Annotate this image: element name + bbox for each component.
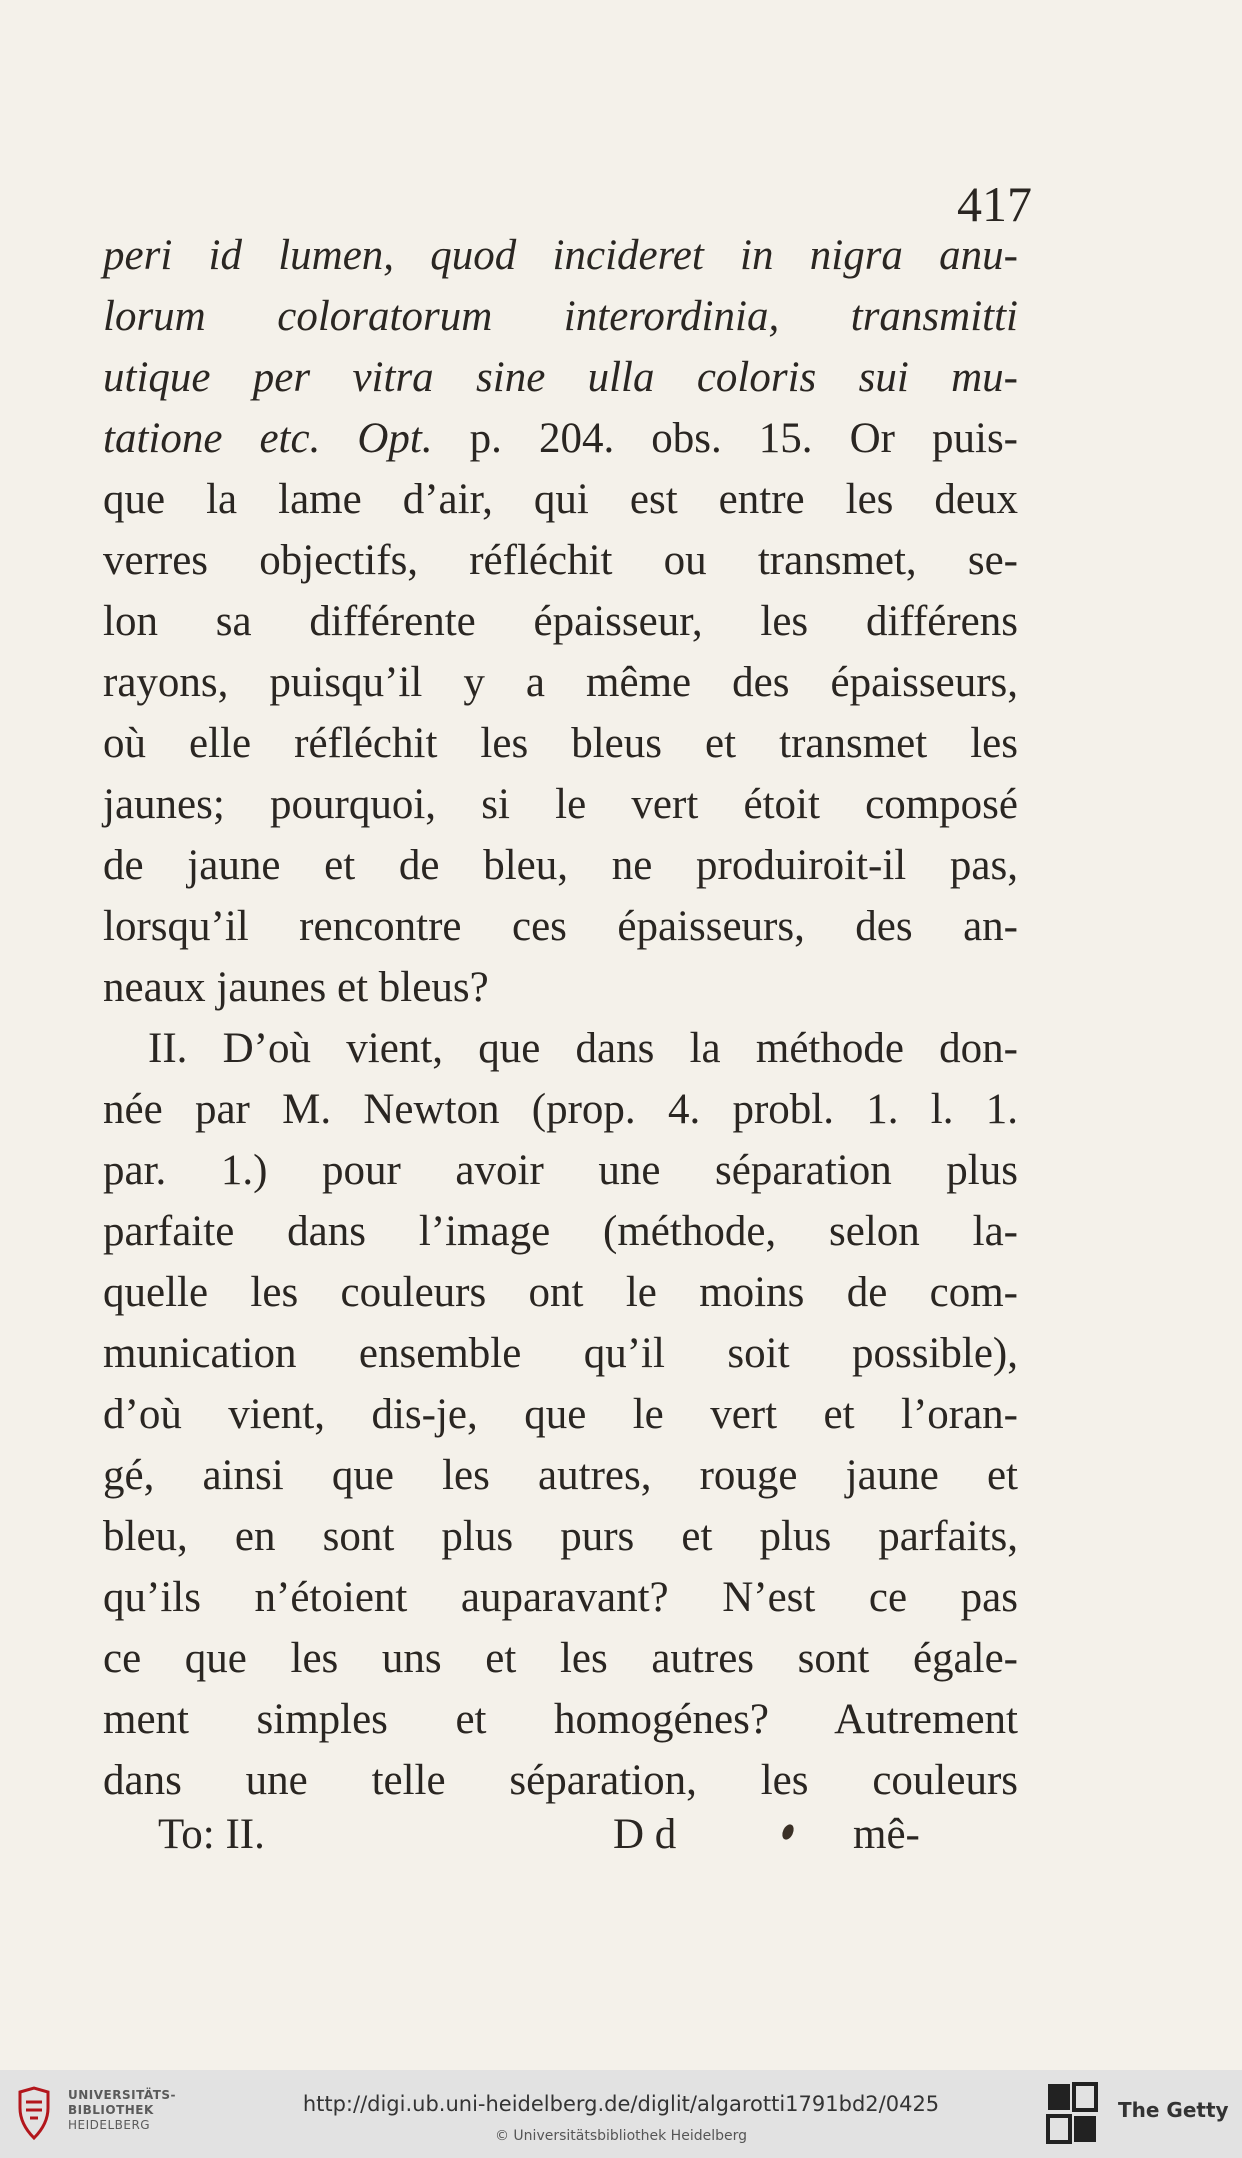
text-line: gé, ainsi que les autres, rouge jaune et [103, 1452, 1018, 1499]
text-line: d’où vient, dis-je, que le vert et l’oran- [103, 1391, 1018, 1438]
text-line: lorsqu’il rencontre ces épaisseurs, des an- [103, 903, 1018, 950]
getty-name[interactable]: The Getty [1118, 2098, 1229, 2122]
text-line: peri id lumen, quod incideret in nigra anu- [103, 232, 1018, 279]
text-line: rayons, puisqu’il y a même des épaisseurs, [103, 659, 1018, 706]
text-segment: p. 204. obs. 15. Or puis- [432, 415, 1019, 462]
page-number: 417 [957, 176, 1032, 232]
text-line: par. 1.) pour avoir une séparation plus [103, 1147, 1018, 1194]
signature: To: II. [158, 1811, 265, 1858]
text-line: ce que les uns et les autres sont égale- [103, 1635, 1018, 1682]
text-line: ment simples et homogénes? Autrement [103, 1696, 1018, 1743]
text-line [103, 408, 1018, 469]
text-line: jaunes; pourquoi, si le vert étoit composé [103, 781, 1018, 828]
viewer-footer-bar [0, 2070, 1242, 2158]
text-line: munication ensemble qu’il soit possible), [103, 1330, 1018, 1377]
text-line: II. D’où vient, que dans la méthode don- [148, 1025, 1018, 1072]
getty-logo-icon[interactable] [1046, 2082, 1098, 2144]
text-line: lorum coloratorum interordinia, transmitti [103, 293, 1018, 340]
text-line: utique per vitra sine ulla coloris sui mu- [103, 354, 1018, 401]
signature-mark: D d [613, 1811, 677, 1858]
text-line: parfaite dans l’image (méthode, selon la- [103, 1208, 1018, 1255]
text-line: née par M. Newton (prop. 4. probl. 1. l. 1. [103, 1086, 1018, 1133]
text-line: de jaune et de bleu, ne produiroit-il pas, [103, 842, 1018, 889]
copyright-notice: © Universitätsbibliothek Heidelberg [494, 2128, 747, 2144]
text-line: qu’ils n’étoient auparavant? N’est ce pas [103, 1574, 1018, 1621]
text-line: verres objectifs, réfléchit ou transmet, se- [103, 537, 1018, 584]
text-segment: tatione etc. Opt. [103, 415, 433, 462]
text-line: neaux jaunes et bleus? [103, 964, 489, 1011]
catchword: mê- [853, 1811, 920, 1858]
text-line: dans une telle séparation, les couleurs [103, 1757, 1018, 1804]
text-line: que la lame d’air, qui est entre les deux [103, 476, 1018, 523]
text-line: lon sa différente épaisseur, les différens [103, 598, 1018, 645]
text-line: bleu, en sont plus purs et plus parfaits, [103, 1513, 1018, 1560]
body-text [103, 225, 1018, 1811]
ink-blot [780, 1823, 796, 1842]
text-line: quelle les couleurs ont le moins de com- [103, 1269, 1018, 1316]
permalink-url[interactable]: http://digi.ub.uni-heidelberg.de/diglit/algarotti1791bd2/0425 [302, 2092, 940, 2116]
text-line: où elle réfléchit les bleus et transmet les [103, 720, 1018, 767]
university-name[interactable]: UNIVERSITÄTS- BIBLIOTHEK HEIDELBERG [68, 2088, 177, 2132]
